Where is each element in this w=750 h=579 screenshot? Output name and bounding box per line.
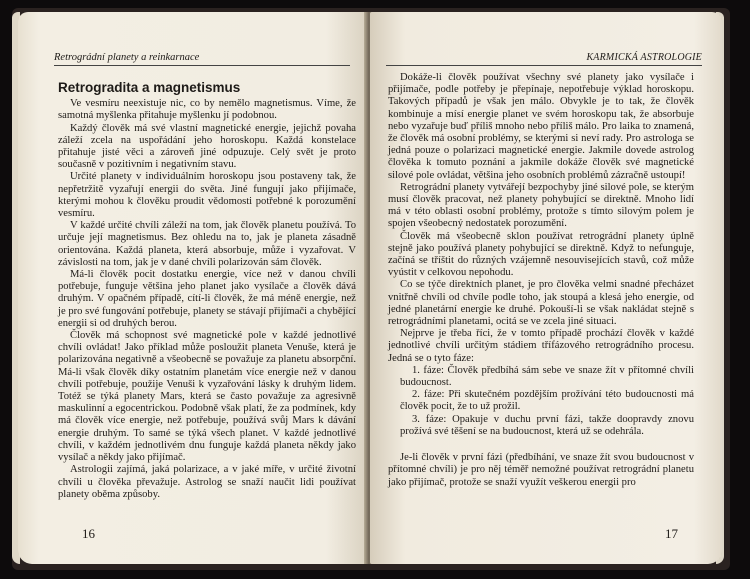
paragraph: V každé určité chvíli záleží na tom, jak člověk planetu používá. To určuje její magnetismus. Bez ohledu na to, jak je planeta zásadně orientována. Každá planeta, která absorbuje, může i vyzařovat. V závislosti na tom, jak je v dané chvíli polarizován sám člověk. [58,220,356,268]
paragraph: Dokáže-li člověk používat všechny své planety jako vysílače i přijímače, podle potřeby je přepínaje, nepotřebuje výklad horoskopu. Takových případů je však jen málo. Obvykle je to tak, že člověk kombinuje a mísí energie planet ve svém horoskopu tak, že absorbuje nebo vyzařuje buď příliš mnoho nebo příliš málo. Pro laika to znamená, že člověk má osobní problémy, se kterými si neví rady. Pro astrologa se jedná pouze o polarizaci magnetické energie. Jakmile dovede astrolog člověka k tomuto poznání a jakmile dokáže člověk své magnetické silové pole ovládat, většina jeho osobních problémů zázračně ustoupí! [388,72,694,181]
left-running-header: Retrográdní planety a reinkarnace [54,52,350,66]
right-page-body [388,72,694,489]
paragraph: Každý člověk má své vlastní magnetické energie, jejichž povaha záleží zcela na uspořádání jeho horoskopu. Každá konstelace přitahuje jisté věci a zároveň jiné odpuzuje. Celý svět je proto současně v pozitivním i negativním stavu. [58,122,356,171]
left-page [18,12,368,564]
chapter-title: Retrogradita a magnetismus [58,80,241,95]
right-running-header [386,52,702,66]
paragraph: Retrográdní planety vytvářejí bezpochyby jiné silové pole, se kterým musí člověk pracovat, než planety pohybující se direktně. Mnoho lidí má v této oblasti osobní problémy, protože s tímto silovým polem je spojen všeobecný nedostatek porozumění. [388,181,694,230]
phase-item: 2. fáze: Při skutečném pozdějším prožívání této budoucnosti má člověk pocit, že to už prožil. [400,389,694,413]
right-page [370,12,722,564]
paragraph: Co se týče direktních planet, je pro člověka velmi snadné přecházet vnitřně chvíli od chvíle podle toho, jak stoupá a klesá jeho energie, od jedné planetární energie ke druhé. Pokouší-li se však nakládat stejně s retrográdními planetami, ocitá se ve zcela jiné situaci. [388,279,694,328]
paragraph: Je-li člověk v první fázi (předbíhání, ve snaze žít svou budoucnost v přítomné chvíli) je pro něj téměř nemožné používat retrográdní planetu jako přijímač, protože se snaží využít veškerou energii pro [388,452,694,488]
paragraph: Astrologii zajímá, jaká polarizace, a v jaké míře, v určité životní chvíli u člověka převažuje. Astrolog se snaží naučit lidi používat planety oběma způsoby. [58,464,356,500]
paragraph: Člověk má schopnost své magnetické pole v každé jednotlivé chvíli ovládat! Jako příklad může posloužit planeta Venuše, která je polarizována negativně a všeobecně se považuje za planetu absorpční. Má-li však člověk díky ostatním planetám více energie než v danou chvíli potřebuje, použije Venuši k vyzařování lásky k druhým lidem. Totéž se týká planety Mars, která se často považuje za agresivně maskulinní a egocentrickou. Podobně však platí, že za podmínek, kdy má člověk více energie, než potřebuje, používá svůj Mars k dávání energie druhým. To samé se týká všech planet. V každé jednotlivé chvíli, v každém jednotlivém dnu funguje každá planeta někdy jako vysílač a někdy jako přijímač. [58,330,356,464]
left-page-body [58,82,356,501]
paragraph: Člověk má všeobecně sklon používat retrográdní planety úplně stejně jako používá planety pohybující se direktně. Když to nefunguje, začíná se tříštit do různých vzájemně nesouvisejících stavů, což může vyústit v celkovou nepohodu. [388,230,694,279]
paragraph: Určité planety v individuálním horoskopu jsou postaveny tak, že nepřetržitě vyzařují energii do světa. Jiné fungují jako přijímače, kterými mohou k člověku proudit vědomosti potřebné k porozumění vesmíru. [58,171,356,220]
page-number-left: 16 [82,526,95,541]
paragraph: Nejprve je třeba říci, že v tomto případě prochází člověk v každé jednotlivé chvíli určitým stádiem třífázového retrográdního procesu. Jedná se o tyto fáze: [388,328,694,364]
paragraph: Ve vesmíru neexistuje nic, co by nemělo magnetismus. Víme, že samotná myšlenka přitahuje myšlenku jí podobnou. [58,98,356,122]
phase-item: 3. fáze: Opakuje v duchu první fázi, takže doopravdy znovu prožívá své těšení se na budoucnost, která už se odehrála. [400,413,694,437]
open-book [12,8,730,570]
phase-item: 1. fáze: Člověk předbíhá sám sebe ve snaze žít v přítomné chvíli budoucnost. [400,364,694,389]
paragraph: Má-li člověk pocit dostatku energie, více než v danou chvíli potřebuje, funguje většina jeho planet jako vysílače a člověk dává druhým. V opačném případě, cítí-li člověk, že má méně energie, než je pro své fungování potřebuje, planety se stávají přijímači a chybějící energii si od druhých berou. [58,269,356,329]
right-header-text: KARMICKÁ ASTROLOGIE [586,52,702,63]
page-number-right: 17 [665,526,678,541]
